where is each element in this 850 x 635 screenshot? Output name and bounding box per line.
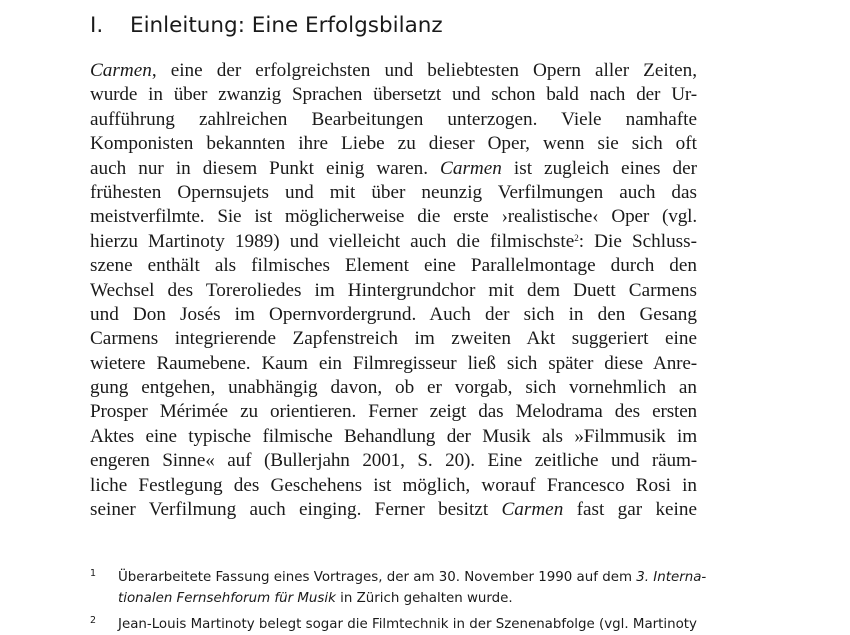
body-line: auch nur in diesem Punkt einig waren. Carmen ist zugleich eines der <box>90 157 698 179</box>
body-line: meistverfilmte. Sie ist möglicherweise die erste ›realistische‹ Oper (vgl. <box>90 206 697 228</box>
body-line: wurde in über zwanzig Sprachen übersetzt und schon bald nach der Ur- <box>90 84 697 106</box>
footnote-mark: 1 <box>90 568 97 579</box>
opera-title: Carmen <box>440 157 502 179</box>
body-line: gung entgehen, unabhängig davon, ob er vorgab, sich vornehmlich an <box>90 377 697 399</box>
footnote-2 <box>90 614 697 635</box>
body-line: wietere Raumebene. Kaum ein Filmregisseur ließ sich später diese Anre- <box>90 352 697 374</box>
footnote-1 <box>90 567 707 609</box>
opera-title: Carmen <box>90 60 152 81</box>
opera-title: Carmen <box>501 499 564 521</box>
body-text <box>90 59 697 522</box>
footnote-line: Überarbeitete Fassung eines Vortrages, der am 30. November 1990 auf dem 3. Interna- <box>118 570 707 585</box>
body-line: hierzu Martinoty 1989) und vielleicht auch die filmischste$^2$: Die Schluss- <box>90 230 697 252</box>
body-line: liche Festlegung des Geschehens ist möglich, worauf Francesco Rosi in <box>90 474 697 496</box>
body-line: frühesten Opernsujets und mit über neunzig Verfilmungen auch das <box>90 181 697 203</box>
body-line: und Don Josés im Opernvordergrund. Auch der sich in den Gesang <box>90 303 697 325</box>
body-line: Aktes eine typische filmische Behandlung der Musik als »Filmmusik im <box>90 425 697 447</box>
body-line: Komponisten bekannten ihre Liebe zu dieser Oper, wenn sie sich oft <box>90 133 697 155</box>
body-line: szene enthält als filmisches Element eine Parallelmontage durch den <box>90 255 697 277</box>
body-line: seiner Verfilmung auch einging. Ferner besitzt Carmen fast gar keine <box>90 499 697 521</box>
chapter-number: I. <box>90 13 104 38</box>
footnote-line: Jean-Louis Martinoty belegt sogar die Filmtechnik in der Szenenabfolge (vgl. Martinoty <box>118 617 697 632</box>
footnote-mark: 2 <box>90 615 97 626</box>
body-line: engeren Sinne« auf (Bullerjahn 2001, S. 20). Eine zeitliche und räum- <box>90 450 697 472</box>
body-line: Prosper Mérimée zu orientieren. Ferner zeigt das Melodrama des ersten <box>90 401 697 423</box>
chapter-title: Einleitung: Eine Erfolgsbilanz <box>130 13 443 38</box>
body-line: Carmen, eine der erfolgreichsten und beliebtesten Opern aller Zeiten, <box>90 60 697 81</box>
body-line: aufführung zahlreichen Bearbeitungen unterzogen. Viele namhafte <box>90 108 697 130</box>
body-line: Carmens integrierende Zapfenstreich im zweiten Akt suggeriert eine <box>90 328 697 350</box>
footnote-ref: 2 <box>574 232 579 243</box>
chapter-heading <box>90 10 443 42</box>
footnote-line: tionalen Fernsehforum für Musik in Zürich gehalten wurde. <box>118 591 513 606</box>
body-line: Wechsel des Toreroliedes im Hintergrundchor mit dem Duett Carmens <box>90 279 697 301</box>
